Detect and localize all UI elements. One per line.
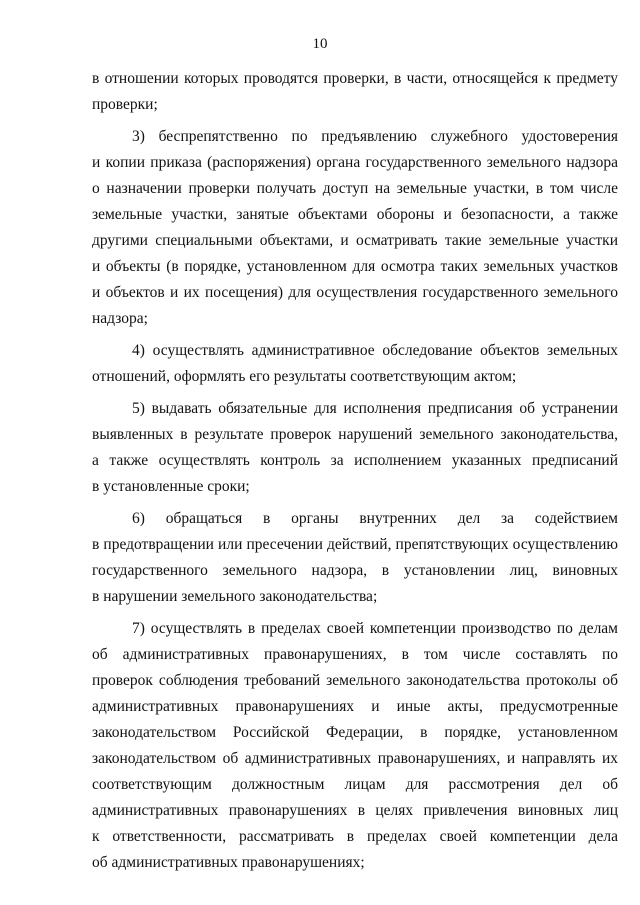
text-line: 4) осуществлять административное обследование объектов земельных <box>132 342 618 359</box>
text-line: земельные участки, занятые объектами обороны и безопасности, а также <box>92 206 618 223</box>
text-line: в отношении которых проводятся проверки, в части, относящейся к предмету <box>92 70 618 87</box>
text-line: и объектов и их посещения) для осуществления государственного земельного <box>92 284 618 301</box>
text-line: 7) осуществлять в пределах своей компетенции производство по делам <box>132 620 618 637</box>
text-line: проверки; <box>92 96 158 113</box>
text-line: надзора; <box>92 310 148 327</box>
text-line: административных правонарушениях и иные акты, предусмотренные <box>92 698 618 715</box>
text-line: 5) выдавать обязательные для исполнения предписания об устранении <box>132 400 618 417</box>
text-line: к ответственности, рассматривать в пределах своей компетенции дела <box>92 828 618 845</box>
text-line: законодательством об административных правонарушениях, и направлять их <box>92 750 618 767</box>
text-line: о назначении проверки получать доступ на земельные участки, в том числе <box>92 180 618 197</box>
text-line: и объекты (в порядке, установленном для осмотра таких земельных участков <box>92 258 618 275</box>
text-line: об административных правонарушениях, в том числе составлять по <box>92 646 618 663</box>
text-line: другими специальными объектами, и осматривать такие земельные участки <box>92 232 618 249</box>
text-line: 3) беспрепятственно по предъявлению служебного удостоверения <box>132 128 618 145</box>
document-body <box>92 66 618 876</box>
text-line: 6) обращаться в органы внутренних дел за содействием <box>132 510 618 527</box>
page-number: 10 <box>312 36 328 52</box>
text-line: в нарушении земельного законодательства; <box>92 588 378 605</box>
text-line: и копии приказа (распоряжения) органа государственного земельного надзора <box>92 154 618 171</box>
text-line: в установленные сроки; <box>92 478 250 495</box>
text-line: законодательством Российской Федерации, в порядке, установленном <box>92 724 618 741</box>
text-line: выявленных в результате проверок нарушений земельного законодательства, <box>92 426 618 443</box>
text-line: проверок соблюдения требований земельного законодательства протоколы об <box>92 672 618 689</box>
text-line: соответствующим должностным лицам для рассмотрения дел об <box>92 776 618 793</box>
text-line: административных правонарушениях в целях привлечения виновных лиц <box>92 802 618 819</box>
text-line: а также осуществлять контроль за исполнением указанных предписаний <box>92 452 618 469</box>
text-line: отношений, оформлять его результаты соответствующим актом; <box>92 368 517 385</box>
text-line: в предотвращении или пресечении действий, препятствующих осуществлению <box>92 536 618 553</box>
text-line: об административных правонарушениях; <box>92 854 365 871</box>
text-line: государственного земельного надзора, в установлении лиц, виновных <box>92 562 618 579</box>
